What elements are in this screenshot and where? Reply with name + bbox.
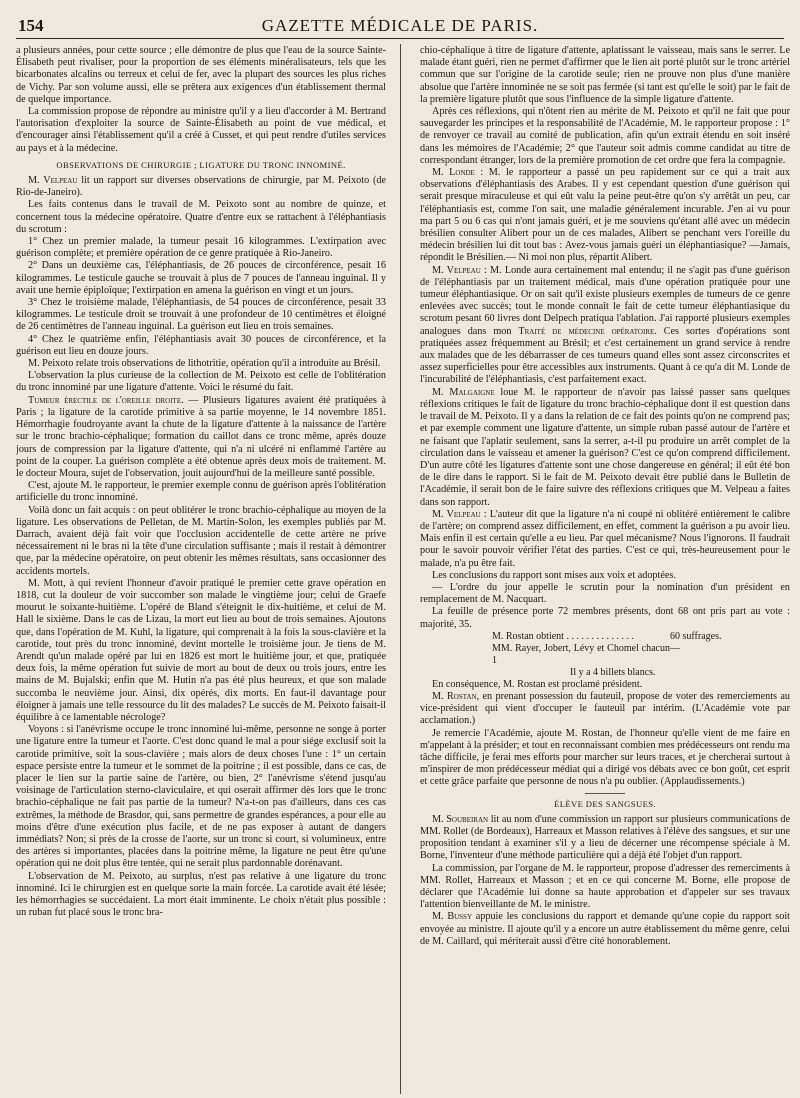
speaker-name: M. Bussy — [432, 911, 473, 923]
case-title: Tumeur érectile de l'oreille droite. — [28, 394, 184, 406]
vote-value: 60 suffrages. — [670, 630, 722, 642]
page-number: 154 — [18, 16, 44, 35]
vote-value: — — [670, 642, 680, 654]
journal-title: GAZETTE MÉDICALE DE PARIS. — [261, 16, 539, 35]
paragraph: La commission propose de répondre au ministre qu'il y a lieu d'accorder à M. Bertrand l'autorisation d'exploiter la source de Sainte-Élisabeth au point de vue médical, et d'encourager ainsi l'établissement qu'il a créé à Cusset, et qui peut rendre d'utiles services au pays et à la médecine. — [16, 106, 386, 154]
paragraph — [420, 911, 790, 948]
divider — [585, 793, 625, 794]
paragraph-text: : M. le rapporteur a passé un peu rapidement sur ce qui a trait aux observations d'éléphantiasis des Arabes. Il y est cependant question d'une guérison qui serait presque miraculeuse et qui eût valu la peine peut-être qu'on s'y arrêtât un peu, car l'éléphantiasis est, comme l'on sait, une maladie généralement incurable. J'en ai vu pour ma part 5 ou 6 cas qui n'ont jamais guéri, et je me souviens qu'étant allé avec un médecin brésilien consulter Alibert pour un de ces malades, Alibert se penchant vers l'oreille du médecin brésilien lui dit tout bas : Avez-vous jamais guéri un éléphantiasique? —Jamais, répondit le Brésilien.— Ni moi non plus, répartit Alibert. — [420, 167, 790, 264]
page-header — [16, 8, 784, 39]
paragraph — [16, 175, 386, 199]
vote-row — [420, 631, 790, 643]
right-column — [420, 45, 790, 1093]
vote-results — [420, 631, 790, 679]
paragraph — [420, 509, 790, 570]
paragraph: En conséquence, M. Rostan est proclamé président. — [432, 678, 643, 690]
speaker-name: M. Velpeau — [28, 175, 78, 187]
paragraph: La commission, par l'organe de M. le rapporteur, propose d'adresser des remerciments à MM. Rollet, Harreaux et Masson ; et en ce qui concerne M. Borne, elle propose de déclarer que l'Académie lui donne sa haute approbation et d'appeler sur ses travaux l'attention bienveillante de M. le ministre. — [420, 862, 790, 911]
paragraph: chio-céphalique à titre de ligature d'attente, aplatissant le vaisseau, mais sans le serrer. Le malade étant guéri, rien ne permet d'affirmer que le lien ait porté plutôt sur le tronc artériel commun que sur l'origine de la carotide seule; rien ne prouve non plus d'une manière absolue que l'artère innominée ne se soit pas fermée (si tant est qu'elle le soit) par le fait de la première ligature plutôt que sous l'influence de la simple ligature d'attente. — [420, 45, 790, 105]
paragraph-text: appuie les conclusions du rapport et demande qu'une copie du rapport soit envoyée au ministre. Il ajoute qu'il y a encore un autre établissement du même genre, celui de M. Caillard, qui mériterait aussi d'être cité honorablement. — [420, 911, 790, 947]
paragraph: M. Peixoto relate trois observations de lithotritie, opération qu'il a introduite au Brésil. — [28, 358, 381, 370]
speaker-name: M. Malgaigne — [432, 386, 495, 398]
paragraph-text: loue M. le rapporteur de n'avoir pas laissé passer sans quelques réflexions critiques le fait de ligature du tronc brachio-céphalique dont il est question dans le travail de M. Peixoto. Il y a dans la relation de ce fait des points qu'on ne comprend pas; et par exemple comment une ligature d'attente, un simple ruban passé autour de l'artère et ne faisant que l'aplatir seulement, sans la serrer, a-t-il pu produire un arrêt complet de la circulation dans le vaisseau et amener la guérison? C'est ce qu'on comprend difficilement. D'un autre côté les ligatures d'attente sont une chose dangereuse en général; il eût été bon de le dire dans le rapport. Si le fait de M. Peixoto devait être publié dans le Bulletin de l'Académie, il serait bon de le faire suivre des réflexions critiques que M. Velpeau a faites dans son rapport. — [420, 386, 790, 508]
paragraph — [420, 167, 790, 265]
section-heading: ÉLÈVE DES SANGSUES. — [554, 798, 656, 809]
paragraph: — L'ordre du jour appelle le scrutin pour la nomination d'un président en remplacement de M. Nacquart. — [420, 581, 790, 606]
vote-name: MM. Rayer, Jobert, Lévy et Chomel chacun 1 — [492, 642, 670, 666]
paragraph: L'observation de M. Peixoto, au surplus, n'est pas relative à une ligature du tronc innominé. Ici le chirurgien est en quelque sorte la main forcée. La carotide avait été lésée; les hémorrhagies se succédaient. La mort était imminente. Le choix n'était plus possible : un ruban fut placé sous le tronc bra- — [16, 870, 386, 919]
speaker-name: M. Rostan — [432, 690, 477, 702]
vote-name: M. Rostan obtient . . . . . . . . . . . . . . — [492, 630, 634, 642]
paragraph-text: . Ces sortes d'opérations sont pratiquées assez fréquemment au Brésil; et c'est certainement un grand service à rendre aux malades que de les débarrasser de ces tumeurs quand elles sont assez circonscrites et assez superficielles pour être accessibles aux instruments. Quant à ce qu'a dit M. Londe de l'incurabilité de l'éléphantiasis, c'est parfaitement exact. — [420, 325, 790, 386]
paragraph: L'observation la plus curieuse de la collection de M. Peixoto est celle de l'oblitération du tronc innominé par une ligature d'attente. Voici le résumé du fait. — [16, 370, 386, 394]
vote-row — [420, 643, 790, 667]
left-column — [16, 45, 386, 1093]
paragraph-text: lit un rapport sur diverses observations de chirurgie, par M. Peixoto (de Rio-de-Janeiro). — [16, 175, 386, 199]
paragraph: 1° Chez un premier malade, la tumeur pesait 16 kilogrammes. L'extirpation avec guérison complète; et première opération de ce genre pratiquée à Rio-Janeiro. — [16, 236, 386, 260]
paragraph: Voilà donc un fait acquis : on peut oblitérer le tronc brachio-céphalique au moyen de la ligature. Les observations de Pelletan, de M. Martin-Solon, les exemples publiés par M. Darrach, avaient déjà fait voir que l'occlusion accidentelle de cette artère ne prive nécessairement ni le bras ni la tête d'une circulation suffisante ; mais il restait à démontrer que, par la médecine opératoire, on peut obtenir les mêmes résultats, sans occasionner des accidents mortels. — [16, 504, 386, 577]
speaker-name: M. Londe — [432, 167, 475, 179]
column-divider — [400, 44, 401, 1094]
paragraph — [420, 265, 790, 387]
paragraph: Après ces réflexions, qui n'ôtent rien au mérite de M. Peixoto et qu'il ne fait que pour sauvegarder les principes et la responsabilité de l'Académie, M. le rapporteur propose : 1° de renvoyer ce travail au comité de publication, afin qu'un extrait étendu en soit inséré dans les mémoires de l'Académie; 2° que l'auteur soit admis comme candidat au titre de correspondant étranger, lors de la première promotion de cet ordre que fera la compagnie. — [420, 106, 790, 166]
speaker-name: M. Soubeiran — [432, 813, 489, 825]
paragraph: M. Mott, à qui revient l'honneur d'avoir pratiqué le premier cette grave opération en 1818, cut la douleur de voir succomber son malade le vingtième jour; celui de Graefe mourut le soixante-huitième. L'opéré de Bland s'éteignit le dix-huitième, et celui de M. Hall le sixième. Dans le cas de Lizau, la mort eut lieu au bout de trois semaines. Ajoutons que, dans l'opération de M. Kuhl, la ligature, qui comprenait à la fois la sous-clavière et la carotide, tout près du tronc innominé, devint mortelle le troisième jour. Je tiens de M. Arendt qu'un malade opéré par lui en 1826 est mort le huitième jour, et que, pratiquée deux fois, la même opération fut suivie de mort au bout de deux ou trois jours, entre les mains de M. Bujalski; enfin que M. Hutin n'a pas été plus heureux, et que son malade succomba le neuvième jour. Ainsi, dix opérés, dix morts. En faut-il davantage pour éloigner à jamais une telle ressource du lit des malades? Le succès de M. Peixoto faisait-il équilibre à ce lamentable nécrologe? — [16, 577, 386, 723]
vote-row — [420, 667, 790, 679]
vote-blank-note: Il y a 4 billets blancs. — [570, 666, 656, 678]
speaker-name: M. Velpeau — [432, 264, 481, 276]
paragraph-text: lit au nom d'une commission un rapport sur plusieurs communications de MM. Rollet (de Bordeaux), Harreaux et Masson relatives à l'élève des sangsues, et sur une proposition tendant à examiner s'il y a lieu de décerner une récompense spéciale à M. Borne, l'inventeur d'une méthode particulière qui a déjà été l'objet d'un rapport. — [420, 813, 790, 862]
paragraph — [420, 814, 790, 863]
paragraph — [420, 387, 790, 509]
speaker-name: M. Velpeau — [432, 508, 481, 520]
section-heading: OBSERVATIONS DE CHIRURGIE ; LIGATURE DU TRONC INNOMINÉ. — [56, 159, 346, 170]
paragraph: C'est, ajoute M. le rapporteur, le premier exemple connu de guérison après l'oblitération artificielle du tronc innominé. — [16, 480, 386, 504]
paragraph-text: — Plusieurs ligatures avaient été pratiquées à Paris ; la ligature de la carotide primitive à sa partie moyenne, le 14 novembre 1851. Hémorrhagie foudroyante avant la chute de la ligature d'attente à la naissance de l'artère sur le tronc brachio-céphalique; formation du caillot dans ce tronc même, après douze jours de compression par la ligature d'attente, qui n'a ni ulcéré ni enflammé l'artère au point de la couper. La guérison complète a été obtenue après deux mois de traitement. M. le docteur Moura, sujet de l'observation, jouit aujourd'hui de la meilleure santé possible. — [16, 394, 386, 479]
paragraph-text: : L'auteur dit que la ligature n'a ni coupé ni oblitéré entièrement le calibre de l'artère; on comprend assez difficilement, en effet, comment la guérison a pu avoir lieu. Mais enfin il est certain qu'elle a eu lieu. Par quel mécanisme? Nous l'ignorons. Il faudrait pour le savoir pouvoir vérifier l'état des parties. C'est ce qui, très-heureusement pour le malade, n'a pu être fait. — [420, 508, 790, 569]
paragraph: a plusieurs années, pour cette source ; elle démontre de plus que l'eau de la source Sainte-Élisabeth peut rivaliser, pour la proportion de ses éléments minéralisateurs, tels que les bicarbonates alcalins ou terreux et celui de fer, avec la plupart des sources les plus riches de Vichy. Par son volume aussi, elle se prêtera aux exigences d'un établissement thermal de quelque importance. — [16, 45, 386, 105]
paragraph: Je remercie l'Académie, ajoute M. Rostan, de l'honneur qu'elle vient de me faire en m'appelant à la présider; et tout en reconnaissant combien mes prédécesseurs ont rendu ma tâche difficile, je ferai mes efforts pour marcher sur leurs traces, et je chercherai surtout à m'inspirer de mon prédécesseur médiat qui a dirigé vos débats avec ce bon goût, cet esprit et cette grâce parfaite que personne de nous n'a pu oublier. (Applaudissements.) — [420, 727, 790, 788]
book-title: Traité de médecine opératoire — [518, 325, 655, 337]
paragraph: Les faits contenus dans le travail de M. Peixoto sont au nombre de quinze, et concernent tous la médecine opératoire. Quatre d'entre eux se rattachent à l'éléphantiasis du scrotum : — [16, 199, 386, 235]
paragraph: La feuille de présence porte 72 membres présents, dont 68 ont pris part au vote : majorité, 35. — [420, 606, 790, 630]
paragraph — [16, 395, 386, 480]
paragraph: Voyons : si l'anévrisme occupe le tronc innominé lui-même, personne ne songe à porter une ligature entre la tumeur et l'aorte. C'est donc quand le mal a pour siége exclusif soit la carotide primitive, soit la sous-clavière ; mais alors de deux choses l'une : 1° un certain espace persiste entre la tumeur et le sommet de la poitrine ; il est possible, dans ce cas, de placer le lien sur la partie saine de l'artère, ou bien, 2° l'anévrisme s'étend jusqu'au voisinage de l'articulation sterno-claviculaire, et qui oserait affirmer dès lors que le tronc brachio-céphalique ne fait pas partie de la tumeur? N'a-t-on pas d'ailleurs, dans ces cas extrêmes, la méthode de Brasdor, qui, sans permettre de grandes espérances, a pour elle au moins d'être d'une exécution plus facile, et de ne pas exposer à autant de dangers immédiats? Non; si près de la crosse de l'aorte, sur un tronc si court, si volumineux, entre des artères si importantes, placées dans la poitrine même, la ligature ne peut être qu'une opération qui ne doit plus être tentée, qui ne serait plus pardonnable dorénavant. — [16, 724, 386, 870]
paragraph: 4° Chez le quatrième enfin, l'éléphantiasis avait 30 pouces de circonférence, et la guérison eut lieu en douze jours. — [16, 333, 386, 357]
paragraph-text: : M. Londe aura certainement mal entendu; il ne s'agit pas d'une guérison de l'éléphantiasis par un traitement médical, mais d'une opération pratiquée pour une tumeur éléphantiasique. Or on sait qu'il existe plusieurs exemples de tumeurs de ce genre enlevées avec succès; tout le monde connaît le fait de cette tumeur éléphantiasique du scrotum pesant 60 livres dont Delpech pratiqua l'ablation. J'ai rapporté plusieurs exemples analogues dans mon — [420, 264, 790, 337]
paragraph — [420, 691, 790, 728]
paragraph: Les conclusions du rapport sont mises aux voix et adoptées. — [432, 569, 676, 581]
paragraph: 3° Chez le troisième malade, l'éléphantiasis, de 54 pouces de circonférence, pesait 33 kilogrammes. Le testicule droit se trouvait à une profondeur de 10 centimètres et éloigné de 26 centimètres de l'anneau inguinal. La guérison eut lieu en trois semaines. — [16, 297, 386, 333]
paragraph: 2° Dans un deuxième cas, l'éléphantiasis, de 26 pouces de circonférence, pesait 16 kilogrammes. Le testicule gauche se trouvait à plus de 7 pouces de l'anneau inguinal. Il y avait une hernie épiploïque; l'extirpation en amena la guérison en vingt et un jours. — [16, 260, 386, 296]
paragraph-text: , en prenant possession du fauteuil, propose de voter des remerciements au vice-président qui vient d'occuper le fauteuil par intérim. (L'Académie vote par acclamation.) — [420, 690, 790, 727]
